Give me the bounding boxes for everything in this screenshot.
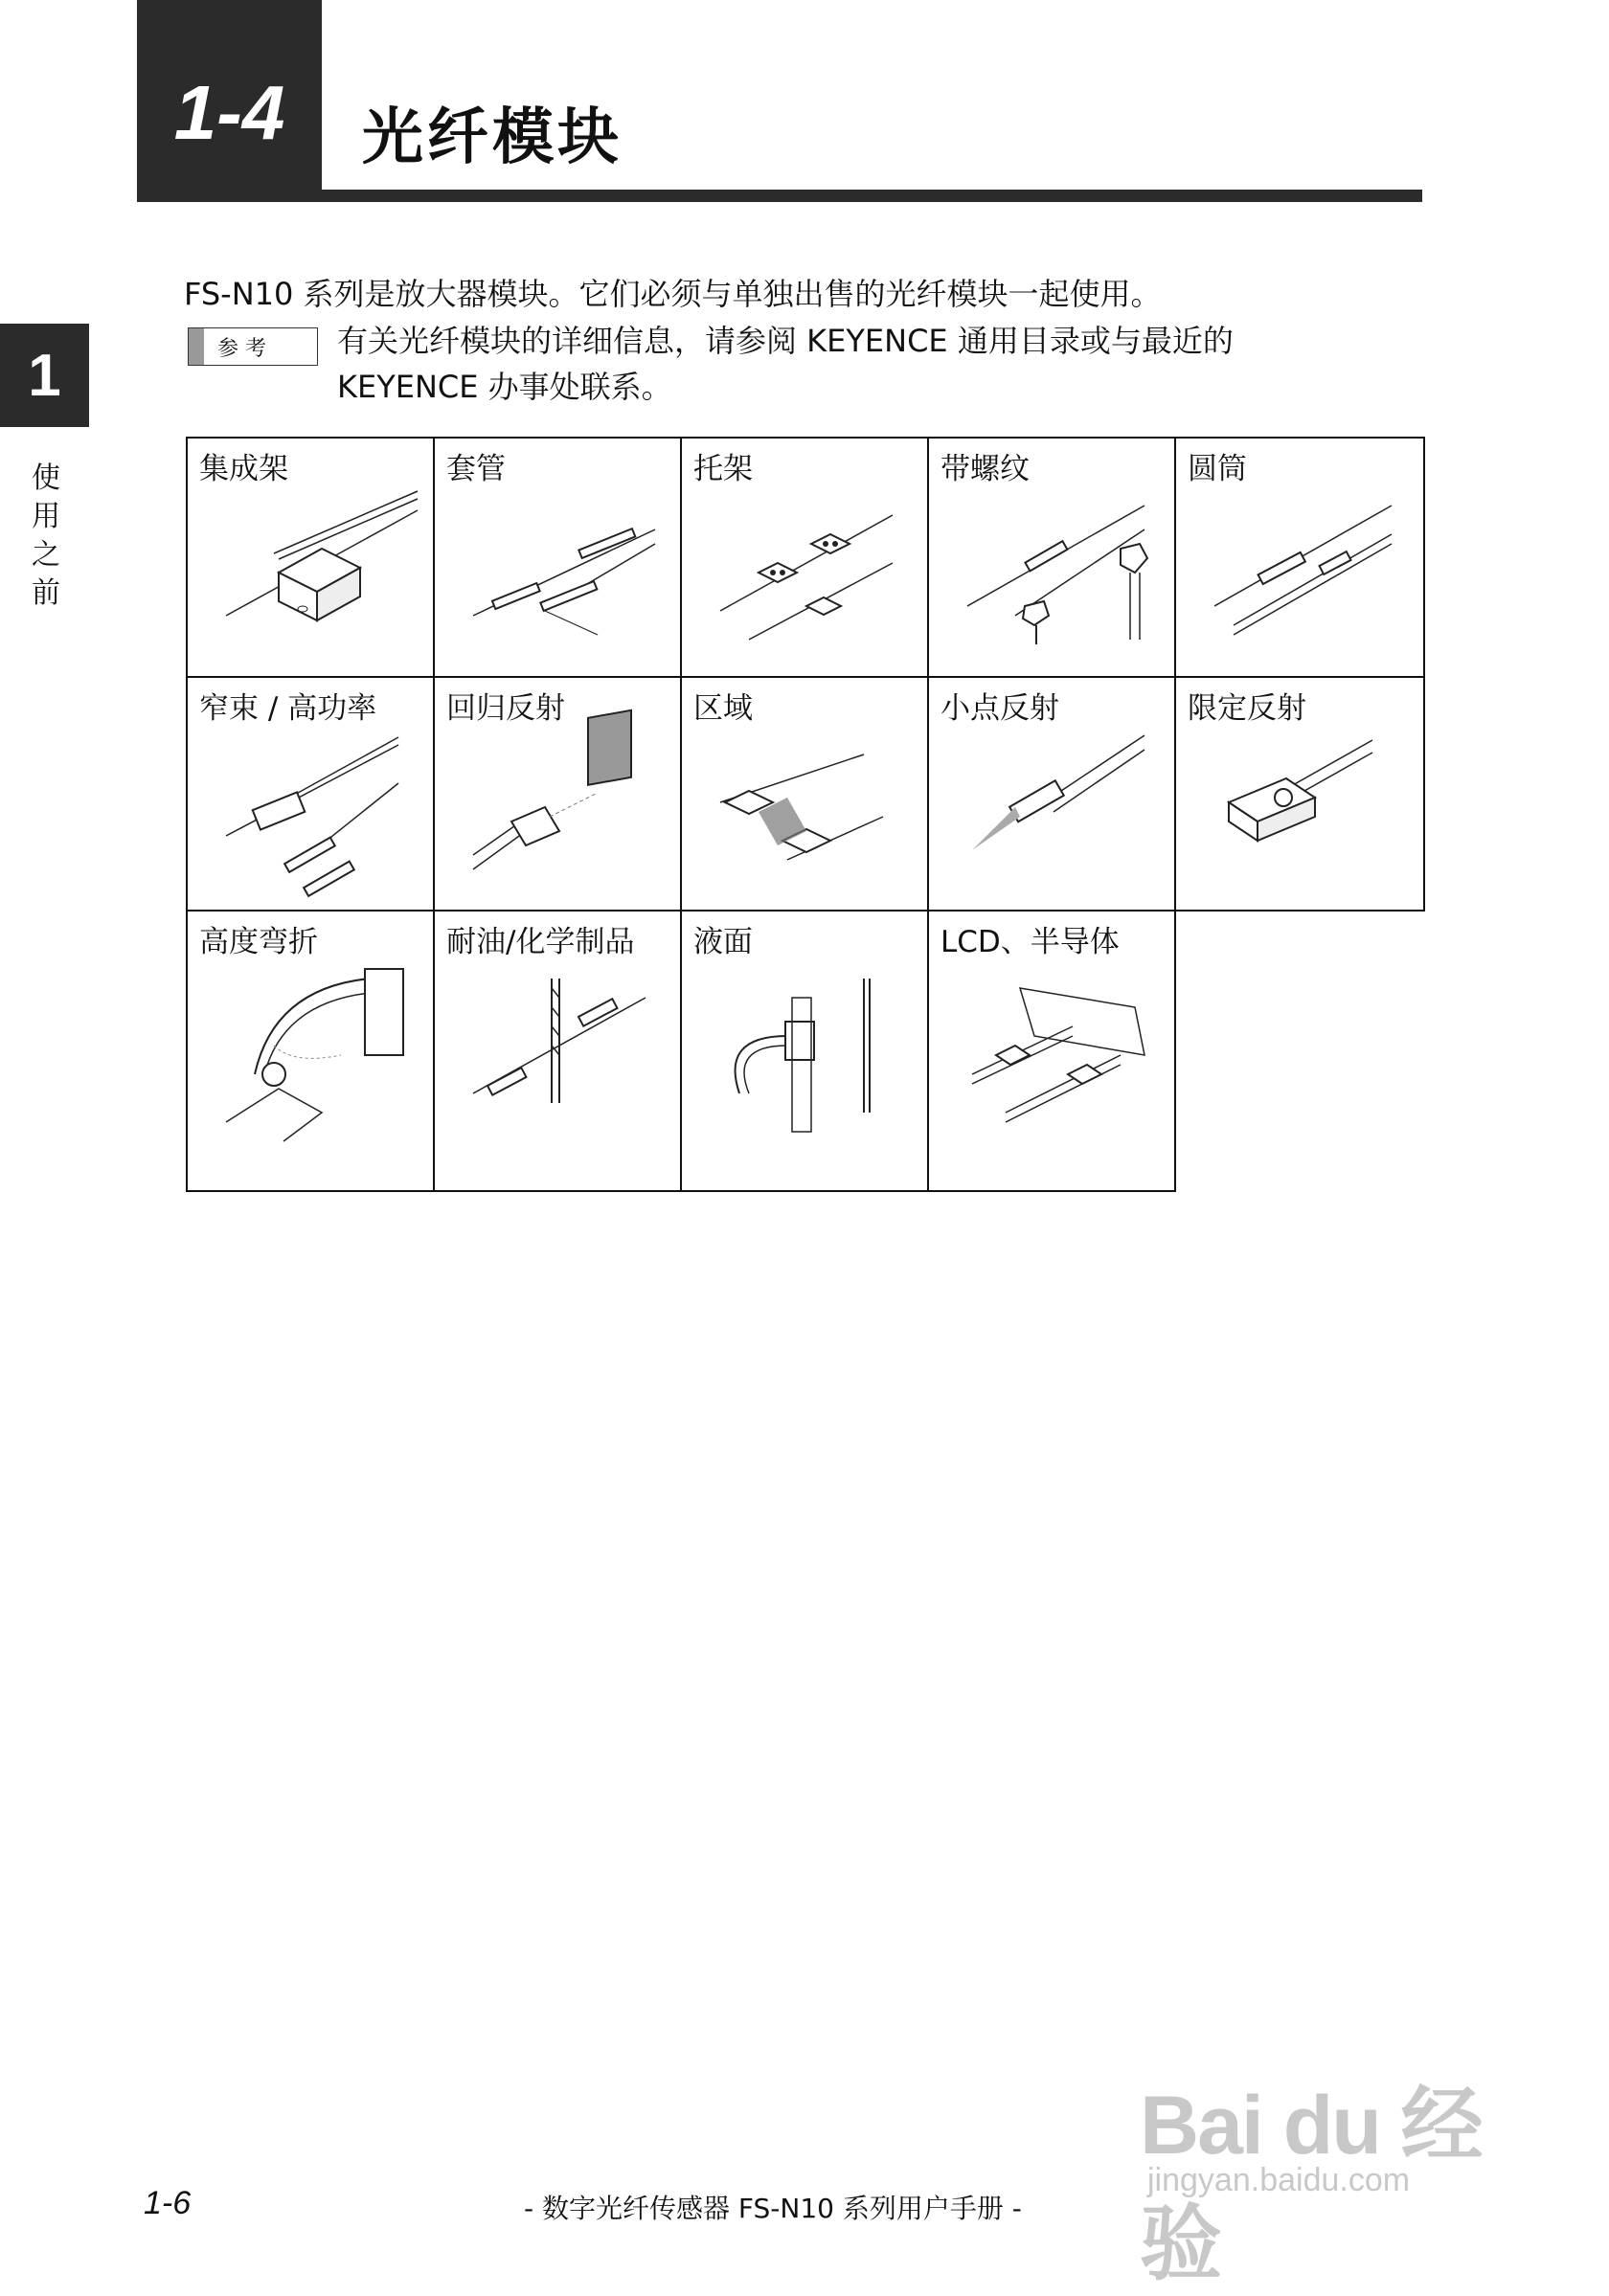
fiber-type-cell xyxy=(186,910,435,1192)
fiber-type-label: 带螺纹 xyxy=(940,452,1030,486)
fiber-type-label: 限定反射 xyxy=(1188,691,1306,726)
fiber-type-cell xyxy=(433,437,682,678)
fiber-type-label: 圆筒 xyxy=(1188,452,1247,486)
fiber-type-label: 回归反射 xyxy=(446,691,565,726)
reference-line: 有关光纤模块的详细信息，请参阅 KEYENCE 通用目录或与最近的 xyxy=(337,323,1234,359)
reference-badge xyxy=(188,327,318,366)
fiber-type-cell xyxy=(1174,437,1425,678)
fiber-type-cell xyxy=(433,910,682,1192)
watermark-url: jingyan.baidu.com xyxy=(1147,2162,1411,2198)
fiber-type-cell xyxy=(927,437,1176,678)
fiber-type-cell xyxy=(1174,676,1425,912)
fiber-type-label: LCD、半导体 xyxy=(940,925,1120,959)
fiber-type-label: 套管 xyxy=(446,452,506,486)
side-char: 之 xyxy=(32,538,60,572)
fiber-type-cell xyxy=(186,437,435,678)
fiber-type-cell xyxy=(186,676,435,912)
fiber-type-cell xyxy=(433,676,682,912)
chapter-side-label xyxy=(27,460,65,613)
reference-badge-bar xyxy=(189,328,204,365)
fiber-type-label: 集成架 xyxy=(199,452,288,486)
fiber-type-cell xyxy=(680,437,929,678)
side-char: 用 xyxy=(32,500,60,533)
fiber-type-label: 托架 xyxy=(693,452,753,486)
fiber-type-label: 区域 xyxy=(693,691,753,726)
fiber-type-cell xyxy=(680,676,929,912)
chapter-tab xyxy=(0,324,89,427)
fiber-type-cell xyxy=(927,910,1176,1192)
footer-title: - 数字光纤传感器 FS-N10 系列用户手册 - xyxy=(524,2193,1022,2224)
side-char: 前 xyxy=(32,576,60,610)
reference-badge-label: 参 考 xyxy=(217,336,266,361)
fiber-type-label: 窄束 / 高功率 xyxy=(199,691,377,726)
fiber-type-label: 高度弯折 xyxy=(199,925,318,959)
watermark-main: Bai du 经验 xyxy=(1140,2080,1482,2290)
section-number: 1-4 xyxy=(173,70,285,155)
page-number: 1-6 xyxy=(144,2185,192,2221)
fiber-type-cell xyxy=(927,676,1176,912)
fiber-type-label: 小点反射 xyxy=(940,691,1059,726)
reference-text xyxy=(337,318,1234,410)
reference-line: KEYENCE 办事处联系。 xyxy=(337,369,672,405)
fiber-type-label: 耐油/化学制品 xyxy=(446,925,635,959)
intro-paragraph: FS-N10 系列是放大器模块。它们必须与单独出售的光纤模块一起使用。 xyxy=(184,276,1162,312)
title-rule xyxy=(137,190,1422,202)
section-title: 光纤模块 xyxy=(362,102,623,173)
fiber-type-label: 液面 xyxy=(693,925,753,959)
side-char: 使 xyxy=(32,461,60,495)
watermark-logo xyxy=(1140,2059,1542,2290)
section-number-box xyxy=(137,0,322,197)
chapter-number: 1 xyxy=(28,342,61,409)
fiber-type-cell xyxy=(680,910,929,1192)
